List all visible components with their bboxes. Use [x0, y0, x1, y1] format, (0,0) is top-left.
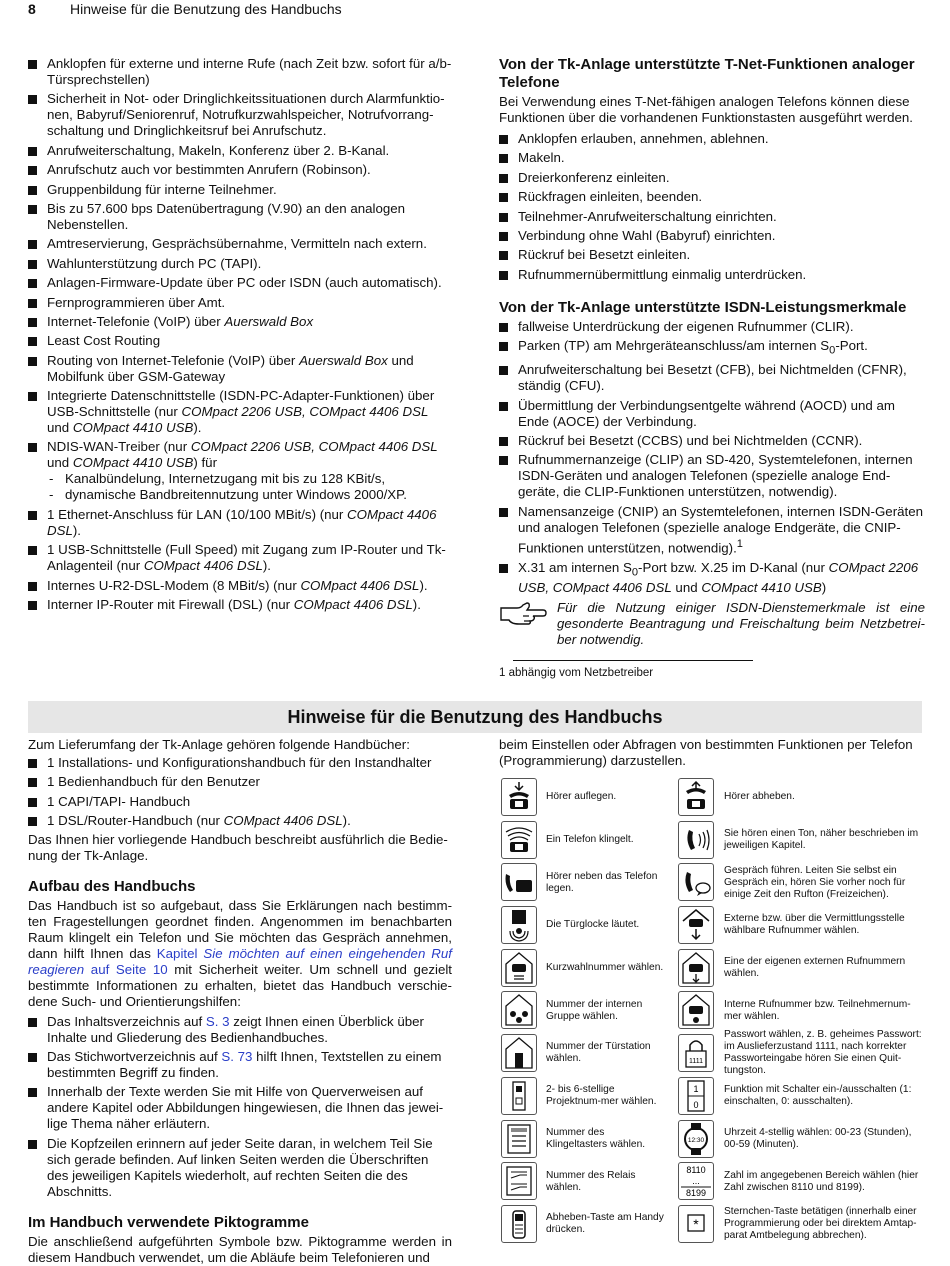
- feature-item: Anlagen-Firmware-Update über PC oder ISDN (auch automatisch).: [28, 275, 452, 291]
- isdn-heading: Von der Tk-Anlage unterstützte ISDN-Leistungsmerkmale: [499, 298, 907, 316]
- door-station-icon: [501, 1034, 537, 1072]
- pictogram-label: Nummer der internen Gruppe wählen.: [546, 998, 643, 1022]
- pictogram-label: Abheben-Taste am Handy drücken.: [546, 1212, 664, 1236]
- feature-item: NDIS-WAN-Treiber (nur COMpact 2206 USB, COMpact 4406 DSL und COMpact 4410 USB) für - Kanalbündelung, Internetzugang mit bis zu 128 KBit/s, - dynamische Bandbreitennutzung unter Windows 2000/XP.: [28, 439, 452, 503]
- running-title: Hinweise für die Benutzung des Handbuchs: [70, 1, 342, 17]
- feature-item: Internes U-R2-DSL-Modem (8 MBit/s) (nur COMpact 4406 DSL).: [28, 578, 452, 594]
- pictogram-intro-text: beim Einstellen oder Abfragen von bestimmten Funktionen per Telefon (Programmierung) darzustellen.: [499, 737, 913, 768]
- feature-item: Sicherheit in Not- oder Dringlichkeitssituationen durch Alarmfunktio-nen, Babyruf/Seniorenruf, Notrufkurzwahlspeicher, Notrufvorrang-schaltung und Dringlichkeitsruf bei Anrufschutz.: [28, 91, 452, 139]
- pictogram-label: Ein Telefon klingelt.: [546, 834, 634, 846]
- aid-item: Die Kopfzeilen erinnern auf jeder Seite daran, in welchem Teil Sie sich gerade befinden. Auf linken Seiten werden die Überschriften des jeweiligen Kapitels wiederholt, auf rechten Seiten die des Abschnitts.: [28, 1136, 452, 1200]
- switch-icon: [678, 1077, 714, 1115]
- feature-item: 1 Ethernet-Anschluss für LAN (10/100 MBit/s) (nur COMpact 4406 DSL).: [28, 507, 452, 539]
- pictogram-row: [498, 947, 928, 990]
- pictogram-label: Passwort wählen, z. B. geheimes Passwort: im Auslieferzustand 1111, nach korrekter Passworteingabe hören Sie einen Quit-tungston.: [724, 1029, 922, 1077]
- isdn-item: Rückruf bei Besetzt (CCBS) und bei Nichtmelden (CCNR).: [499, 433, 925, 449]
- manuals-intro: Zum Lieferumfang der Tk-Anlage gehören folgende Handbücher:: [28, 737, 410, 752]
- tnet-item: Teilnehmer-Anrufweiterschaltung einrichten.: [499, 209, 925, 225]
- tnet-list: [499, 131, 925, 283]
- footnote-rule: [513, 660, 753, 661]
- svg-text:12:30: 12:30: [687, 1136, 705, 1144]
- pictogram-row: [498, 1160, 928, 1203]
- feature-item: Least Cost Routing: [28, 333, 452, 349]
- aid-item: Das Stichwortverzeichnis auf S. 73 hilft Ihnen, Textstellen zu einem bestimmten Begriff zu finden.: [28, 1049, 452, 1081]
- isdn-item: Parken (TP) am Mehrgeräteanschluss/am internen $S_0$-Port.: [499, 338, 925, 359]
- pictogram-label: Funktion mit Schalter ein-/ausschalten (1: einschalten, 0: ausschalten).: [724, 1084, 912, 1108]
- feature-list: [28, 56, 452, 613]
- svg-text:1: 1: [693, 1083, 699, 1094]
- aid-item: Das Inhaltsverzeichnis auf S. 3 zeigt Ihnen einen Überblick über Inhalte und Gliederung des Bedienhandbuches.: [28, 1014, 452, 1046]
- section-title: Hinweise für die Benutzung des Handbuchs: [287, 707, 663, 727]
- feature-item: Wahlunterstützung durch PC (TAPI).: [28, 256, 452, 272]
- bell-button-icon: [501, 1120, 537, 1158]
- aufbau-text: Das Handbuch ist so aufgebaut, dass Sie Erklärungen nach bestimm-ten Fragestellungen geordnet finden. Angenommen im benachbarten Raum klingelt ein Telefon und Sie möchten das Gespräch annehmen, dann hilft Ihnen das Kapitel Sie möchten auf einen eingehenden Ruf reagieren auf Seite 10 mit Sicherheit weiter. Um schnell und gezielt bestimmte Informationen zu erhalten, bietet das Handbuch verschie-dene Such- und Orientierungshilfen:: [28, 897, 452, 1009]
- page-number: 8: [28, 1, 36, 17]
- isdn-list: [499, 319, 925, 596]
- isdn-item: Anrufweiterschaltung bei Besetzt (CFB), bei Nichtmelden (CFNR), ständig (CFU).: [499, 362, 925, 394]
- pointing-hand-icon: [499, 600, 547, 626]
- password-icon: [678, 1034, 714, 1072]
- relay-icon: [501, 1162, 537, 1200]
- feature-item: Interner IP-Router mit Firewall (DSL) (nur COMpact 4406 DSL).: [28, 597, 452, 613]
- manual-usage-column: [28, 737, 452, 1266]
- pictogram-row: [498, 989, 928, 1032]
- tnet-item: Anklopfen erlauben, annehmen, ablehnen.: [499, 131, 925, 147]
- feature-item: Internet-Telefonie (VoIP) über Auerswald Box: [28, 314, 452, 330]
- feature-item: Fernprogrammieren über Amt.: [28, 295, 452, 311]
- clock-icon: [678, 1120, 714, 1158]
- pictogram-label: Hörer abheben.: [724, 791, 795, 803]
- svg-text:0: 0: [693, 1099, 699, 1110]
- pictogram-label: Externe bzw. über die Vermittlungsstelle wählbare Rufnummer wählen.: [724, 913, 905, 937]
- feature-item: Gruppenbildung für interne Teilnehmer.: [28, 182, 452, 198]
- feature-item: Routing von Internet-Telefonie (VoIP) über Auerswald Box und Mobilfunk über GSM-Gateway: [28, 353, 452, 385]
- pictogram-label: Nummer der Türstation wählen.: [546, 1041, 651, 1065]
- pictogram-label: Zahl im angegebenen Bereich wählen (hier Zahl zwischen 8110 und 8199).: [724, 1169, 919, 1193]
- external-number-icon: [678, 906, 714, 944]
- tone-icon: [678, 821, 714, 859]
- section-banner: [28, 701, 922, 733]
- pictogram-label: Hörer neben das Telefon legen.: [546, 870, 658, 894]
- pictogram-label: 2- bis 6-stellige Projektnum-mer wählen.: [546, 1084, 657, 1108]
- tnet-item: Rückruf bei Besetzt einleiten.: [499, 247, 925, 263]
- aufbau-heading: Aufbau des Handbuchs: [28, 877, 196, 895]
- pictogram-row: [498, 904, 928, 947]
- manual-item: 1 Installations- und Konfigurationshandbuch für den Instandhalter: [28, 755, 452, 771]
- pictogram-label: Nummer des Relais wählen.: [546, 1169, 636, 1193]
- tnet-item: Rufnummernübermittlung einmalig unterdrücken.: [499, 267, 925, 283]
- isdn-item: fallweise Unterdrückung der eigenen Rufnummer (CLIR).: [499, 319, 925, 335]
- range-icon: [678, 1162, 714, 1200]
- pikto-heading: Im Handbuch verwendete Piktogramme: [28, 1213, 309, 1231]
- pictogram-label: Uhrzeit 4-stellig wählen: 00-23 (Stunden), 00-59 (Minuten).: [724, 1126, 912, 1150]
- svg-text:...: ...: [692, 1176, 700, 1187]
- feature-item: Anrufweiterschaltung, Makeln, Konferenz über 2. B-Kanal.: [28, 143, 452, 159]
- handy-icon: [501, 1205, 537, 1243]
- feature-item: 1 USB-Schnittstelle (Full Speed) mit Zugang zum IP-Router und Tk-Anlagenteil (nur COMpact 4406 DSL).: [28, 542, 452, 574]
- pictogram-label: Sternchen-Taste betätigen (innerhalb einer Programmierung oder bei direktem Amtap-parat Amtbelegung abbrechen).: [724, 1206, 917, 1242]
- footnote: 1 abhängig vom Netzbetreiber: [499, 667, 654, 680]
- manuals-list: [28, 755, 452, 829]
- aid-item: Innerhalb der Texte werden Sie mit Hilfe von Querverweisen auf andere Kapitel oder Abbildungen hingewiesen, die Ihnen das jewei-lige Thema näher erläutern.: [28, 1084, 452, 1132]
- tnet-heading: Von der Tk-Anlage unterstützte T-Net-Funktionen analoger Telefone: [499, 56, 915, 91]
- pictogram-label: Die Türglocke läutet.: [546, 919, 640, 931]
- manual-description: Das Ihnen hier vorliegende Handbuch beschreibt ausführlich die Bedie-nung der Tk-Anlage.: [28, 831, 448, 863]
- manual-item: 1 DSL/Router-Handbuch (nur COMpact 4406 DSL).: [28, 813, 452, 829]
- pictogram-row: [498, 861, 928, 904]
- pictogram-label: Kurzwahlnummer wählen.: [546, 962, 664, 974]
- own-external-number-icon: [678, 949, 714, 987]
- feature-item: Bis zu 57.600 bps Datenübertragung (V.90) an den analogen Nebenstellen.: [28, 201, 452, 233]
- star-key-icon: [678, 1205, 714, 1243]
- speed-dial-icon: [501, 949, 537, 987]
- page-header: [28, 0, 922, 24]
- pictogram-row: [498, 1203, 928, 1246]
- pictogram-label: Hörer auflegen.: [546, 791, 617, 803]
- talk-icon: [678, 863, 714, 901]
- handset-down-icon: [501, 778, 537, 816]
- pictogram-row: [498, 1118, 928, 1161]
- isdn-item: Namensanzeige (CNIP) an Systemtelefonen, internen ISDN-Geräten und analogen Telefonen (spezielle analoge Endgeräte, die CNIP-Funktionen unterstützen, notwendig).$^1$: [499, 504, 925, 556]
- feature-item: Amtreservierung, Gesprächsübernahme, Vermitteln nach extern.: [28, 236, 452, 252]
- pictogram-label: Interne Rufnummer bzw. Teilnehmernum-mer wählen.: [724, 998, 911, 1022]
- pictogram-row: [498, 1075, 928, 1118]
- handset-up-icon: [678, 778, 714, 816]
- isdn-item: X.31 am internen $S_0$-Port bzw. X.25 im D-Kanal (nur COMpact 2206 USB, COMpact 4406 DSL und COMpact 4410 USB): [499, 560, 925, 597]
- pictogram-label: Eine der eigenen externen Rufnummern wählen.: [724, 956, 906, 980]
- svg-text:8199: 8199: [685, 1188, 707, 1199]
- handset-beside-icon: [501, 863, 537, 901]
- pictogram-row: [498, 1029, 928, 1077]
- tnet-intro: Bei Verwendung eines T-Net-fähigen analogen Telefons können diese Funktionen über die vorhandenen Funktionstasten ausgeführt werden.: [499, 94, 913, 125]
- pictogram-label: Sie hören einen Ton, näher beschrieben im jeweiligen Kapitel.: [724, 828, 919, 852]
- isdn-note: [499, 600, 925, 648]
- pictogram-row: [498, 776, 928, 819]
- internal-group-icon: [501, 991, 537, 1029]
- svg-text:*: *: [693, 1215, 699, 1232]
- tnet-item: Verbindung ohne Wahl (Babyruf) einrichten.: [499, 228, 925, 244]
- pictogram-intro: [499, 737, 925, 769]
- internal-number-icon: [678, 991, 714, 1029]
- isdn-note-text: Für die Nutzung einiger ISDN-Dienstemerkmale ist eine gesonderte Beantragung und Freischaltung beim Netzbetrei-ber notwendig.: [557, 600, 925, 648]
- isdn-item: Übermittlung der Verbindungsentgelte während (AOCD) und am Ende (AOCE) der Verbindung.: [499, 398, 925, 430]
- doorbell-icon: [501, 906, 537, 944]
- supported-functions-column: [499, 56, 925, 681]
- feature-item: Integrierte Datenschnittstelle (ISDN-PC-Adapter-Funktionen) über USB-Schnittstelle (nur COMpact 2206 USB, COMpact 4406 DSL und COMpact 4410 USB).: [28, 388, 452, 436]
- phone-ringing-icon: [501, 821, 537, 859]
- manual-item: 1 Bedienhandbuch für den Benutzer: [28, 774, 452, 790]
- manual-item: 1 CAPI/TAPI- Handbuch: [28, 794, 452, 810]
- isdn-item: Rufnummernanzeige (CLIP) an SD-420, Systemtelefonen, internen ISDN-Geräten und analogen Telefonen (spezielle analoge End-geräte, die CLIP-Funktionen unterstützen, notwendig).: [499, 452, 925, 500]
- pictogram-label: Gespräch führen. Leiten Sie selbst ein Gespräch ein, hören Sie vorher noch für einige Zeit den Rufton (Freizeichen).: [724, 864, 906, 900]
- tnet-item: Makeln.: [499, 150, 925, 166]
- pikto-text: Die anschließend aufgeführten Symbole bzw. Piktogramme werden in diesem Handbuch verwendet, um die Abläufe beim Telefonieren und: [28, 1233, 452, 1265]
- svg-text:1111: 1111: [688, 1058, 704, 1066]
- pictogram-grid: [498, 776, 928, 1246]
- pictogram-row: [498, 819, 928, 862]
- feature-item: Anrufschutz auch vor bestimmten Anrufern (Robinson).: [28, 162, 452, 178]
- tnet-item: Rückfragen einleiten, beenden.: [499, 189, 925, 205]
- tnet-item: Dreierkonferenz einleiten.: [499, 170, 925, 186]
- feature-item: Anklopfen für externe und interne Rufe (nach Zeit bzw. sofort für a/b-Türsprechstellen): [28, 56, 452, 88]
- feature-list-column: [28, 56, 452, 616]
- aids-list: [28, 1014, 452, 1200]
- project-number-icon: [501, 1077, 537, 1115]
- pictogram-label: Nummer des Klingeltasters wählen.: [546, 1126, 646, 1150]
- svg-text:8110: 8110: [686, 1165, 706, 1176]
